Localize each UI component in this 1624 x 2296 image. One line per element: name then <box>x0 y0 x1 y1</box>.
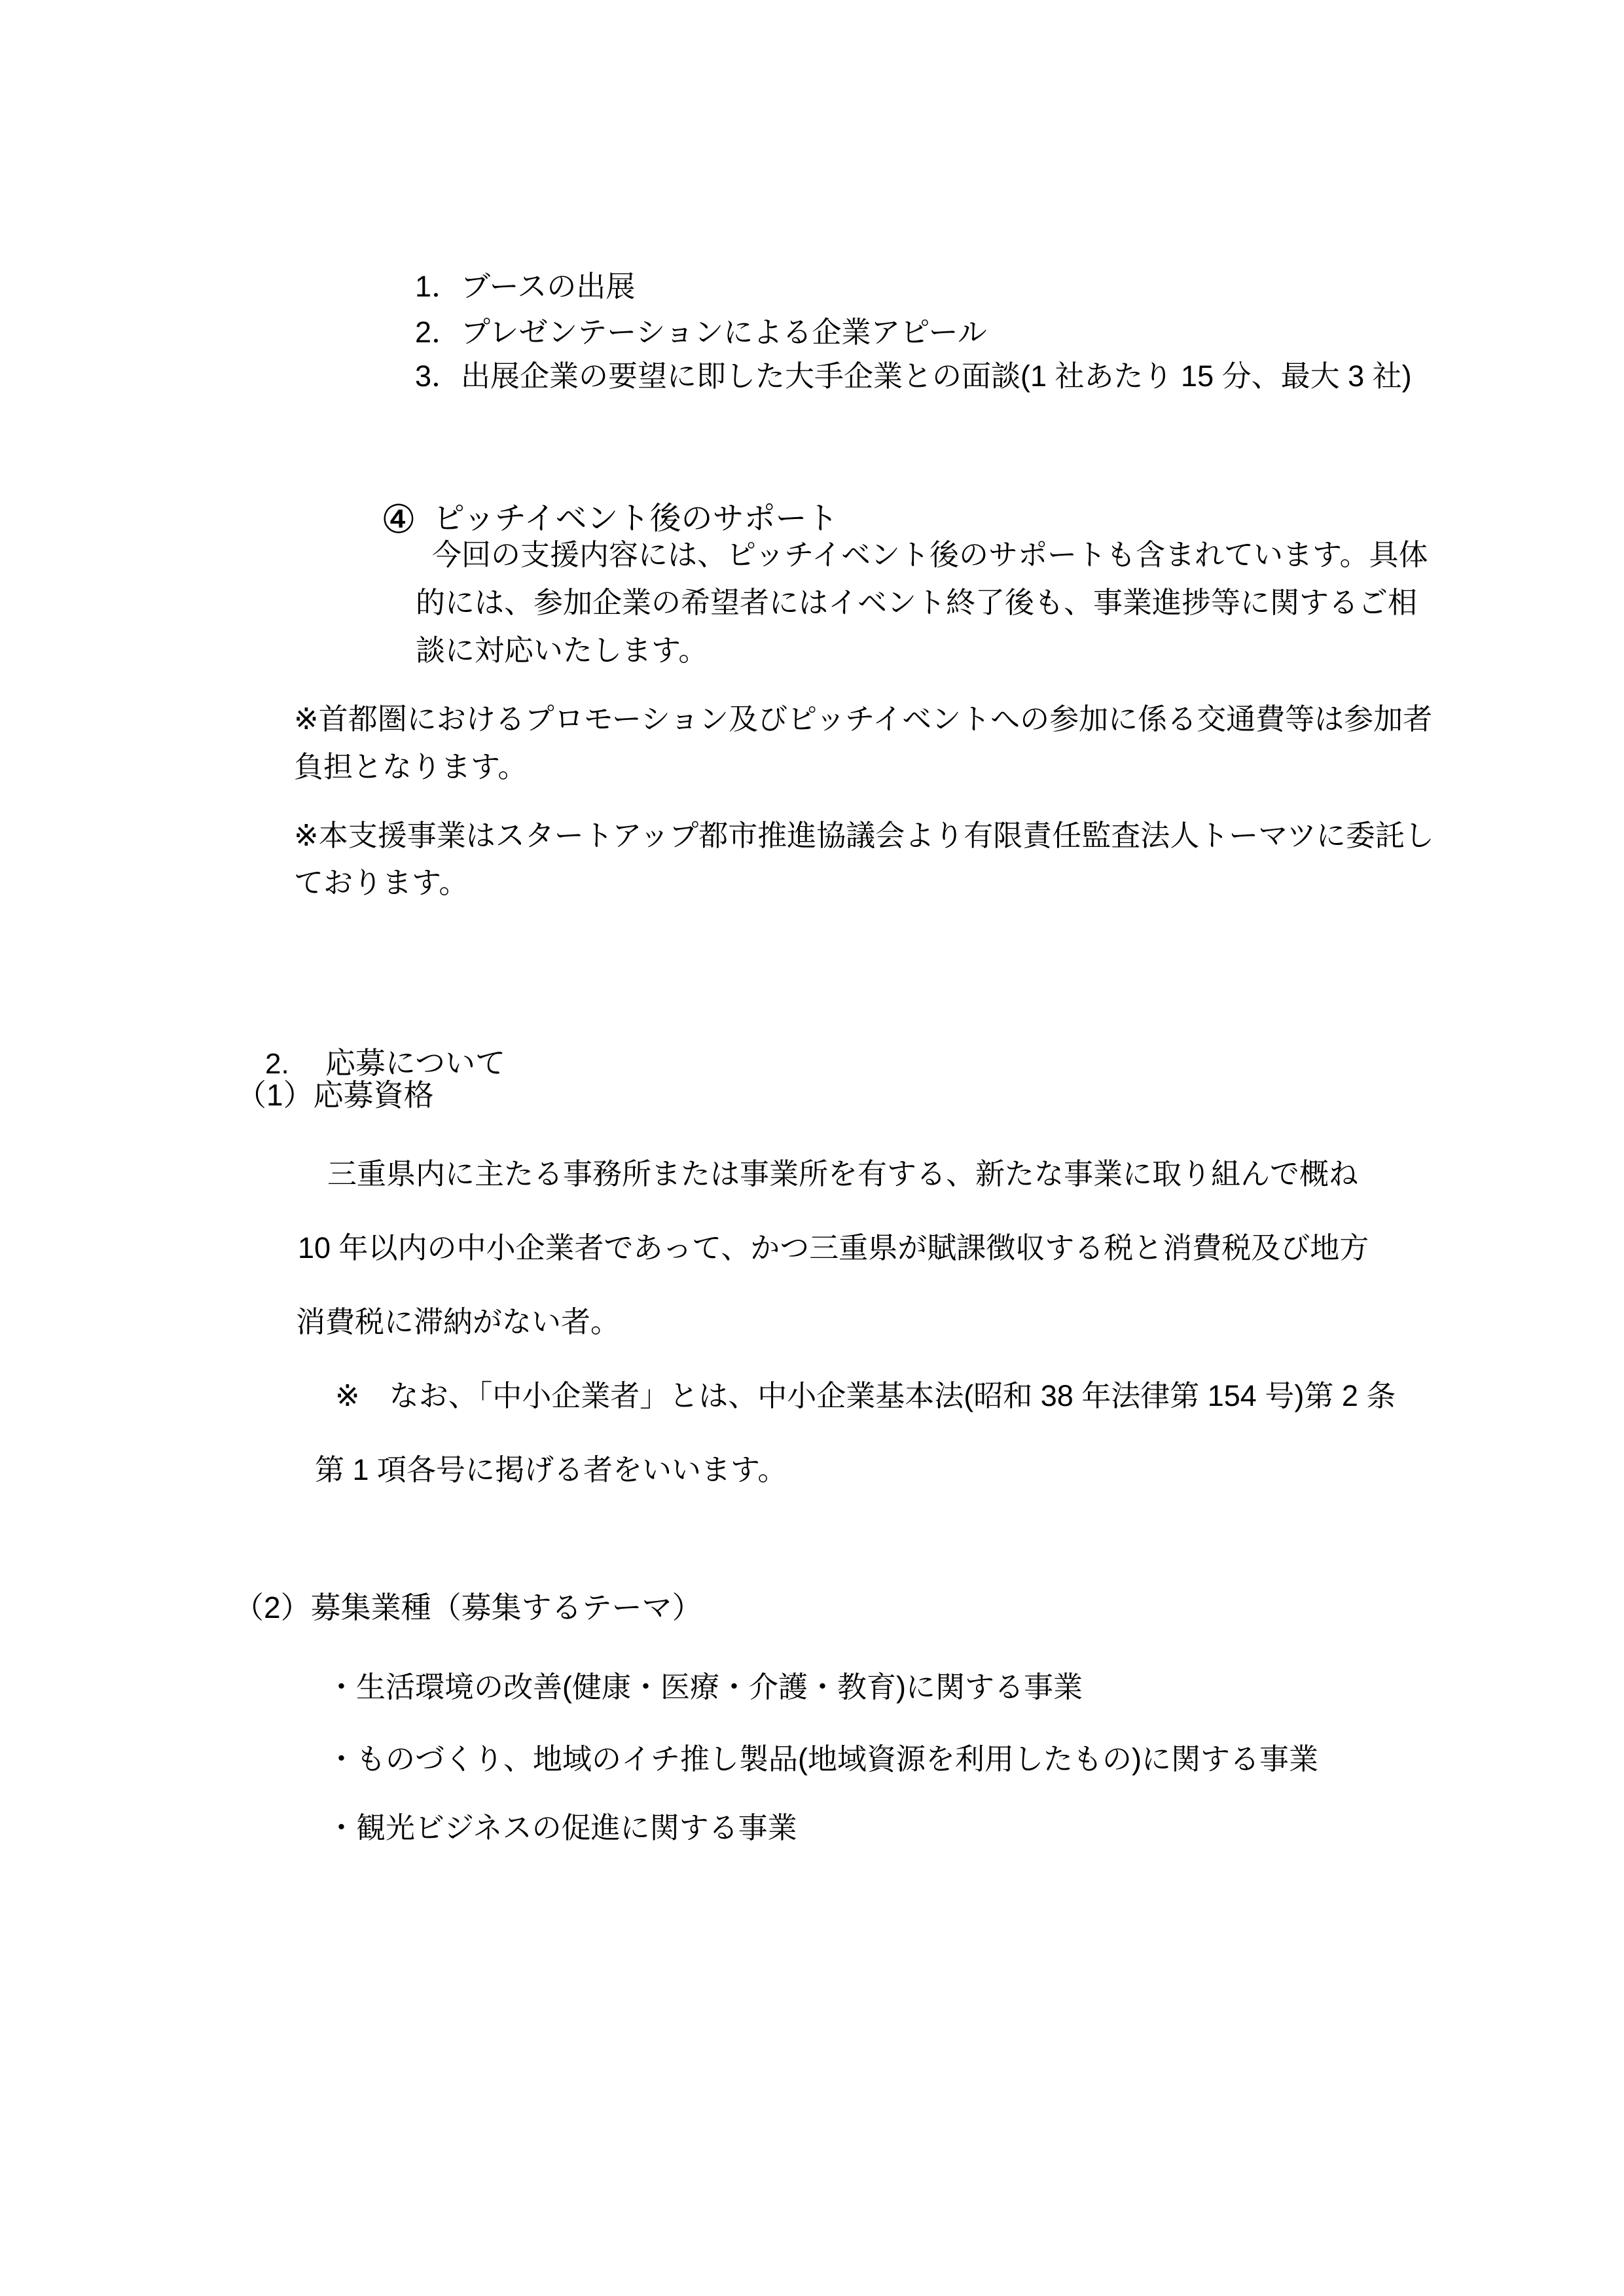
note-sme-line-1: ※ なお、「中小企業者」とは、中小企業基本法(昭和 38 年法律第 154 号)第 2 条 <box>335 1379 1396 1412</box>
note-outsourcing-line-1: ※本支援事業はスタートアップ都市推進協議会より有限責任監査法人トーマツに委託し <box>294 819 1434 852</box>
heading-title: ピッチイベント後のサポート <box>433 501 839 537</box>
list-item-2: 2．プレゼンテーションによる企業アピール <box>415 315 987 349</box>
subsection-1-label: （1）応募資格 <box>236 1078 434 1112</box>
theme-bullet-1: ・生活環境の改善(健康・医療・介護・教育)に関する事業 <box>327 1670 1083 1704</box>
support-paragraph-line-3: 談に対応いたします。 <box>416 634 708 667</box>
note-sme-line-2: 第 1 項各号に掲げる者をいいます。 <box>315 1453 787 1486</box>
note-transport-line-1: ※首都圏におけるプロモーション及びピッチイベントへの参加に係る交通費等は参加者 <box>294 702 1433 736</box>
support-paragraph-line-1: 今回の支援内容には、ピッチイベント後のサポートも含まれています。具体 <box>432 538 1428 571</box>
section-2-number: 2. <box>265 1048 289 1081</box>
eligibility-line-2: 10 年以内の中小企業者であって、かつ三重県が賦課徴収する税と消費税及び地方 <box>298 1231 1369 1265</box>
theme-bullet-3: ・観光ビジネスの促進に関する事業 <box>327 1811 797 1844</box>
subsection-2-label: （2）募集業種（募集するテーマ） <box>234 1590 702 1624</box>
list-item-1: 1．ブースの出展 <box>415 270 636 303</box>
note-transport-line-2: 負担となります。 <box>294 750 528 783</box>
note-outsourcing-line-2: ております。 <box>294 866 469 899</box>
section-2-title: 応募について <box>325 1046 506 1081</box>
list-item-3: 3．出展企業の要望に即した大手企業との面談(1 社あたり 15 分、最大 3 社) <box>415 359 1412 393</box>
eligibility-line-3: 消費税に滞納がない者。 <box>296 1305 621 1338</box>
theme-bullet-2: ・ものづくり、地域のイチ推し製品(地域資源を利用したもの)に関する事業 <box>327 1742 1318 1776</box>
support-paragraph-line-2: 的には、参加企業の希望者にはイベント終了後も、事業進捗等に関するご相 <box>416 586 1418 619</box>
circled-4-marker: ④ <box>381 497 416 542</box>
eligibility-line-1: 三重県内に主たる事務所または事業所を有する、新たな事業に取り組んで概ね <box>327 1157 1359 1191</box>
